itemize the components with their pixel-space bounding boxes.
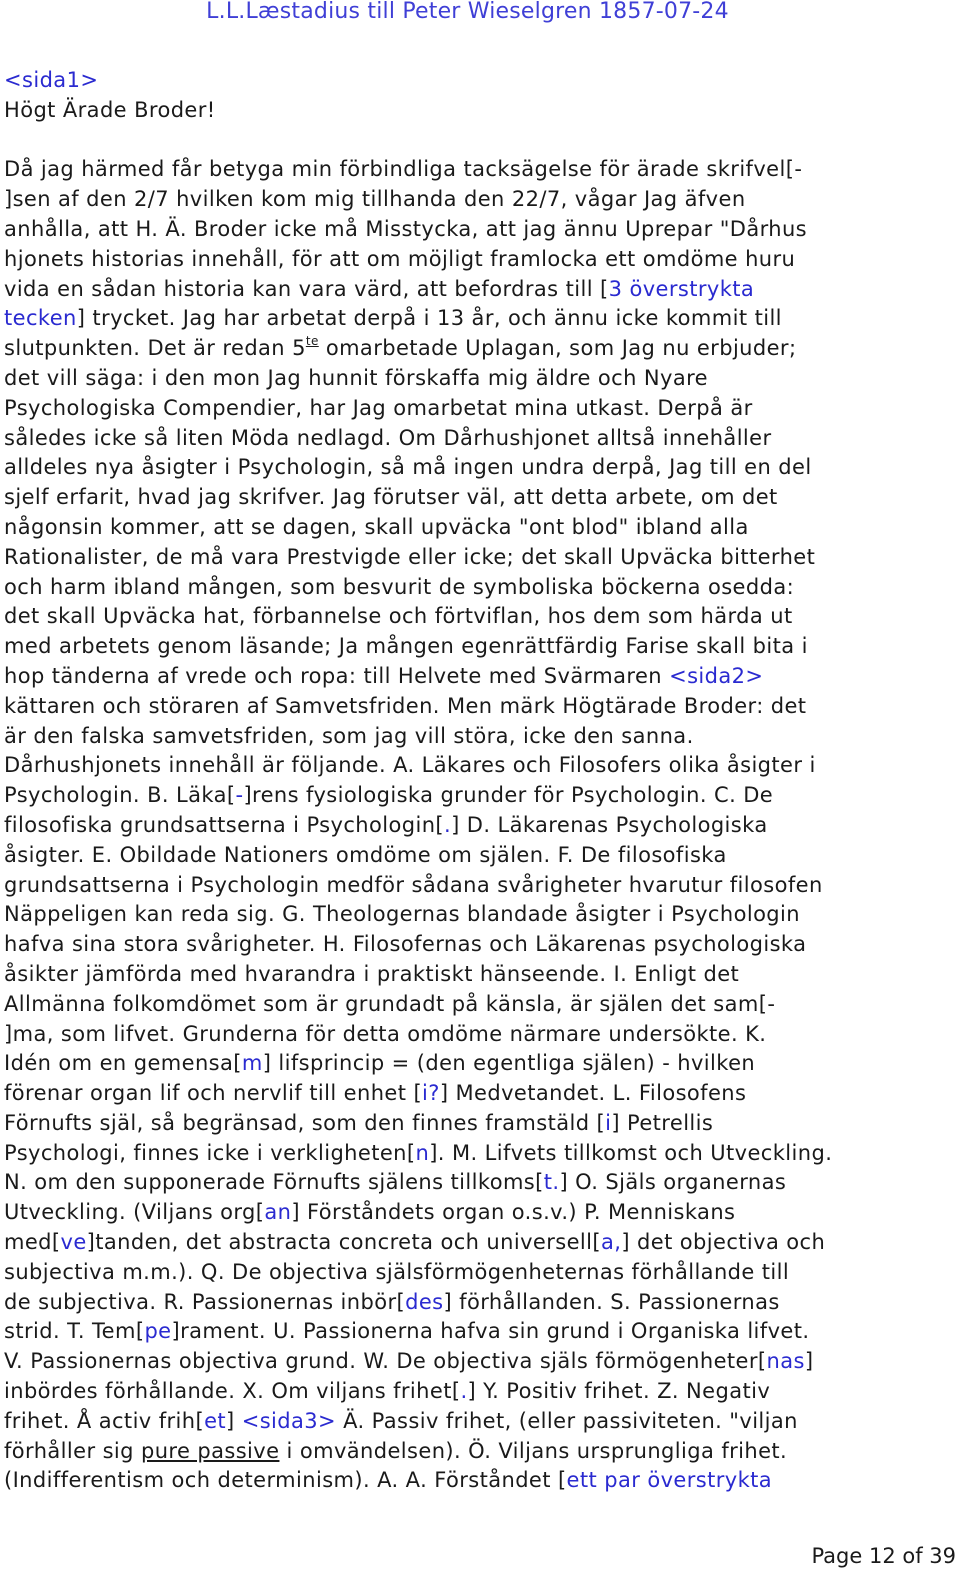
text-segment: inbördes förhållande. X. Om viljans frihet[ — [4, 1379, 461, 1404]
text-segment: åsigter. E. Obildade Nationers omdöme om själen. F. De filosofiska — [4, 842, 727, 867]
text-line — [4, 364, 956, 394]
text-line — [4, 1407, 956, 1437]
text-line — [4, 990, 956, 1020]
editorial-markup: <sida3> — [241, 1408, 337, 1433]
underlined-text: pure passive — [140, 1438, 280, 1463]
text-segment: ] Y. Positiv frihet. Z. Negativ — [467, 1379, 771, 1404]
editorial-markup: et — [204, 1408, 227, 1433]
text-line — [4, 930, 956, 960]
text-segment: Näppeligen kan reda sig. G. Theologernas blandade åsigter i Psychologin — [4, 902, 800, 927]
text-segment: ] det objectiva och — [621, 1230, 826, 1255]
text-line — [4, 1198, 956, 1228]
text-segment: ]tanden, det abstracta concreta och universell[ — [86, 1230, 601, 1255]
text-segment: anhålla, att H. Ä. Broder icke må Misstycka, att jag ännu Uprepar "Dårhus — [4, 216, 808, 241]
text-segment: hjonets historias innehåll, för att om möjligt framlocka ett omdöme huru — [4, 246, 796, 271]
text-segment: vida en sådan historia kan vara värd, att befordras till [ — [4, 276, 609, 301]
text-line — [4, 1258, 956, 1288]
text-segment: Allmänna folkomdömet som är grundadt på känsla, är själen det sam[- — [4, 991, 776, 1016]
text-line — [4, 275, 956, 305]
text-segment: med arbetets genom läsande; Ja mången egenrättfärdig Farise skall bita i — [4, 634, 808, 659]
text-segment: ] lifsprincip = (den egentliga själen) - hvilken — [262, 1051, 756, 1076]
editorial-markup: tecken — [4, 306, 77, 331]
text-line — [4, 1317, 956, 1347]
text-line — [4, 960, 956, 990]
text-line — [4, 483, 956, 513]
text-segment: det skall Upväcka hat, förbannelse och förtviflan, hos dem som härda ut — [4, 604, 793, 629]
text-line — [4, 185, 956, 215]
editorial-markup: pe — [144, 1319, 172, 1344]
text-line — [4, 155, 956, 185]
text-line — [4, 304, 956, 334]
text-segment: Ä. Passiv frihet, (eller passiviteten. "viljan — [336, 1408, 798, 1433]
text-segment: ] Petrellis — [611, 1110, 714, 1135]
text-segment: det vill säga: i den mon Jag hunnit förskaffa mig äldre och Nyare — [4, 365, 708, 390]
text-segment: någonsin kommer, att se dagen, skall upväcka "ont blod" ibland alla — [4, 514, 749, 539]
text-segment: Då jag härmed får betyga min förbindliga tacksägelse för ärade skrifvel[- — [4, 157, 803, 182]
text-line — [4, 1466, 956, 1496]
text-segment: ] Medvetandet. L. Filosofens — [439, 1081, 747, 1106]
text-line — [4, 632, 956, 662]
editorial-markup: i? — [422, 1081, 440, 1106]
text-segment: förenar organ lif och nervlif till enhet [ — [4, 1081, 423, 1106]
text-segment: ]ma, som lifvet. Grunderna för detta omdöme närmare undersökte. K. — [4, 1021, 767, 1046]
text-segment: de subjectiva. R. Passionernas inbör[ — [4, 1289, 406, 1314]
text-segment: ] D. Läkarenas Psychologiska — [451, 812, 768, 837]
text-segment: (Indifferentism och determinism). A. A. Förståndet [ — [4, 1468, 567, 1493]
editorial-markup: t. — [543, 1170, 560, 1195]
text-line — [4, 543, 956, 573]
text-segment: ] — [226, 1408, 242, 1433]
text-line — [4, 1049, 956, 1079]
text-segment: Psychologin. B. Läka[ — [4, 783, 236, 808]
text-segment: Idén om en gemensa[ — [4, 1051, 242, 1076]
text-segment: N. om den supponerade Förnufts själens tillkoms[ — [4, 1170, 544, 1195]
text-line — [4, 1139, 956, 1169]
text-segment: är den falska samvetsfriden, som jag vill störa, icke den sanna. — [4, 723, 694, 748]
text-line — [4, 1168, 956, 1198]
superscript-text: te — [305, 334, 319, 349]
text-segment: grundsattserna i Psychologin medför sådana svårigheter hvarutur filosofen — [4, 872, 823, 897]
text-segment: Utveckling. (Viljans org[ — [4, 1200, 265, 1225]
text-line — [4, 1109, 956, 1139]
text-line — [4, 841, 956, 871]
text-segment: V. Passionernas objectiva grund. W. De objectiva själs förmögenheter[ — [4, 1349, 767, 1374]
editorial-markup: des — [405, 1289, 444, 1314]
text-segment: hafva sina stora svårigheter. H. Filosofernas och Läkarenas psychologiska — [4, 932, 807, 957]
text-line — [4, 96, 956, 126]
text-segment: sjelf erfarit, hvad jag skrifver. Jag förutser väl, att detta arbete, om det — [4, 485, 778, 510]
text-segment: med[ — [4, 1230, 61, 1255]
editorial-markup: . — [444, 812, 452, 837]
editorial-markup: nas — [766, 1349, 805, 1374]
text-line — [4, 1228, 956, 1258]
text-segment: i omvändelsen). Ö. Viljans ursprungliga frihet. — [279, 1438, 788, 1463]
text-line — [4, 453, 956, 483]
text-segment: ] O. Själs organernas — [559, 1170, 787, 1195]
text-line — [4, 692, 956, 722]
text-line — [4, 751, 956, 781]
text-line — [4, 1437, 956, 1467]
text-segment: ] trycket. Jag har arbetat derpå i 13 år, och ännu icke kommit till — [76, 306, 782, 331]
text-line — [4, 781, 956, 811]
editorial-markup: i — [605, 1110, 612, 1135]
text-segment: alldeles nya åsigter i Psychologin, så må ingen undra derpå, Jag till en del — [4, 455, 812, 480]
text-line — [4, 215, 956, 245]
text-segment: hop tänderna af vrede och ropa: till Helvete med Svärmaren — [4, 663, 670, 688]
text-line — [4, 602, 956, 632]
text-segment: ] förhållanden. S. Passionernas — [443, 1289, 780, 1314]
editorial-markup: m — [241, 1051, 263, 1076]
text-segment: ]rens fysiologiska grunder för Psychologin. C. De — [243, 783, 774, 808]
editorial-markup: . — [460, 1379, 468, 1404]
text-line — [4, 900, 956, 930]
letter-body — [4, 66, 956, 1496]
text-line — [4, 871, 956, 901]
text-segment: slutpunkten. Det är redan 5 — [4, 336, 306, 361]
text-line — [4, 66, 956, 96]
text-segment: således icke så liten Möda nedlagd. Om Dårhushjonet alltså innehåller — [4, 425, 772, 450]
text-segment: Förnufts själ, så begränsad, som den finnes framstäld [ — [4, 1110, 606, 1135]
text-line — [4, 334, 956, 364]
editorial-markup: - — [235, 783, 244, 808]
text-line — [4, 1020, 956, 1050]
text-segment: åsikter jämförda med hvarandra i praktiskt hänseende. I. Enligt det — [4, 961, 740, 986]
text-segment: ] — [804, 1349, 814, 1374]
editorial-markup: a, — [601, 1230, 622, 1255]
text-segment: Psychologi, finnes icke i verkligheten[ — [4, 1140, 416, 1165]
text-segment: och harm ibland mången, som besvurit de symboliska böckerna osedda: — [4, 574, 795, 599]
text-segment: subjectiva m.m.). Q. De objectiva själsförmögenheternas förhållande till — [4, 1259, 790, 1284]
text-line — [4, 245, 956, 275]
editorial-markup: ve — [60, 1230, 87, 1255]
document-title: L.L.Læstadius till Peter Wieselgren 1857-07-24 — [206, 0, 729, 24]
text-segment: Psychologiska Compendier, har Jag omarbetat mina utkast. Derpå är — [4, 395, 753, 420]
editorial-markup: <sida1> — [4, 68, 99, 92]
editorial-markup: ett par överstrykta — [566, 1468, 773, 1493]
blank-line — [4, 126, 956, 156]
page-indicator: Page 12 of 39 — [811, 1544, 956, 1568]
text-line — [4, 662, 956, 692]
editorial-markup: an — [264, 1200, 292, 1225]
text-segment: ]. M. Lifvets tillkomst och Utveckling. — [429, 1140, 833, 1165]
editorial-markup: <sida2> — [669, 663, 764, 688]
text-line — [4, 722, 956, 752]
text-line — [4, 1347, 956, 1377]
text-segment: förhåller sig — [4, 1438, 141, 1463]
text-segment: ]rament. U. Passionerna hafva sin grund i Organiska lifvet. — [171, 1319, 810, 1344]
text-line — [4, 1288, 956, 1318]
text-line — [4, 1377, 956, 1407]
text-segment: omarbetade Uplagan, som Jag nu erbjuder; — [318, 336, 797, 361]
text-segment: ] Förståndets organ o.s.v.) P. Menniskans — [291, 1200, 736, 1225]
text-line — [4, 573, 956, 603]
text-segment: Rationalister, de må vara Prestvigde eller icke; det skall Upväcka bitterhet — [4, 544, 816, 569]
editorial-markup: n — [415, 1140, 430, 1165]
text-segment: strid. T. Tem[ — [4, 1319, 145, 1344]
text-segment: Dårhushjonets innehåll är följande. A. Läkares och Filosofers olika åsigter i — [4, 753, 816, 778]
text-line — [4, 513, 956, 543]
editorial-markup: 3 överstrykta — [608, 276, 755, 301]
text-segment: ]sen af den 2/7 hvilken kom mig tillhanda den 22/7, vågar Jag äfven — [4, 187, 746, 212]
text-segment: kättaren och störaren af Samvetsfriden. Men märk Högtärade Broder: det — [4, 693, 807, 718]
text-segment: Högt Ärade Broder! — [4, 97, 216, 122]
text-segment: frihet. Å activ frih[ — [4, 1408, 205, 1433]
text-line — [4, 394, 956, 424]
text-line — [4, 1079, 956, 1109]
text-line — [4, 811, 956, 841]
text-line — [4, 424, 956, 454]
text-segment: filosofiska grundsattserna i Psychologin[ — [4, 812, 444, 837]
